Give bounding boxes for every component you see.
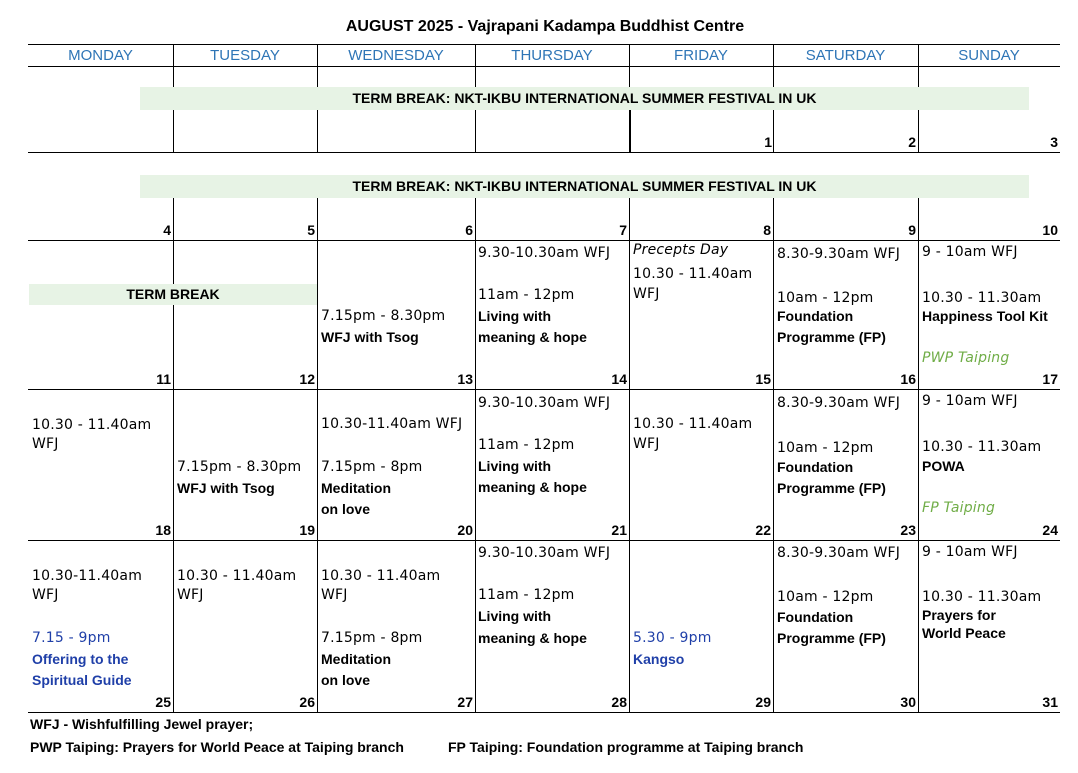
date-number: 14 [611,371,627,387]
week-divider [28,540,1060,541]
header-monday: MONDAY [68,47,133,64]
column-divider [173,66,174,87]
header-wednesday: WEDNESDAY [348,47,444,64]
date-number: 21 [611,522,627,538]
event-time: 10.30 - 11.30am [922,439,1042,455]
term-break-banner: TERM BREAK [29,284,317,305]
special-day: Precepts Day [633,242,729,258]
date-number: 16 [900,371,916,387]
column-divider [773,44,774,66]
wfj-session: WFJ [32,587,59,603]
wfj-session: 8.30-9.30am WFJ [777,395,901,411]
legend-fp: FP Taiping: Foundation programme at Taiping branch [448,739,804,755]
event-title: Spiritual Guide [32,672,132,688]
event-title: Meditation [321,651,391,667]
event-title: Meditation [321,480,391,496]
column-divider [475,389,476,712]
date-number: 29 [755,694,771,710]
date-number: 13 [457,371,473,387]
column-divider [173,198,174,240]
date-number: 6 [465,222,473,238]
date-number: 25 [155,694,171,710]
date-number: 17 [1042,371,1058,387]
column-divider [173,240,174,284]
event-title: Kangso [633,651,685,667]
column-divider [918,110,919,152]
date-number: 22 [755,522,771,538]
header-sunday: SUNDAY [958,47,1020,64]
event-title: Programme (FP) [777,329,886,345]
date-number: 8 [763,222,771,238]
legend-wfj: WFJ - Wishfulfilling Jewel prayer; [30,716,254,732]
event-time: 7.15pm - 8.30pm [321,308,446,324]
term-break-banner: TERM BREAK: NKT-IKBU INTERNATIONAL SUMMER FESTIVAL IN UK [140,175,1029,198]
column-divider [629,44,630,66]
date-number: 1 [764,134,772,150]
column-divider [317,389,318,712]
header-tuesday: TUESDAY [210,47,280,64]
date-number: 31 [1042,694,1058,710]
event-title: meaning & hope [478,479,587,495]
event-title: Programme (FP) [777,480,886,496]
date-number: 3 [1050,134,1058,150]
calendar-title: AUGUST 2025 - Vajrapani Kadampa Buddhist Centre [345,18,745,35]
date-number: 11 [156,371,171,387]
event-time: 10am - 12pm [777,589,874,605]
week-divider [28,712,1060,713]
column-divider [173,44,174,66]
column-divider [629,66,630,87]
date-number: 7 [619,222,627,238]
column-divider [629,198,630,240]
date-number: 28 [611,694,627,710]
date-number: 20 [457,522,473,538]
column-divider [918,389,919,712]
column-divider [773,198,774,240]
event-title: WFJ with Tsog [321,329,419,345]
column-divider [173,305,174,389]
event-time: 11am - 12pm [478,287,575,303]
week-divider [28,389,1060,390]
column-divider [475,198,476,240]
event-time: 10.30-11.40am [32,568,143,584]
column-divider [317,66,318,87]
event-time: 10.30 - 11.40am [633,266,753,282]
legend-pwp: PWP Taiping: Prayers for World Peace at Taiping branch [30,739,404,755]
wfj-session: 9 - 10am WFJ [922,393,1018,409]
event-title: Living with [478,608,552,624]
wfj-session: 9.30-10.30am WFJ [478,245,611,261]
event-title: meaning & hope [478,329,587,345]
event-time: 11am - 12pm [478,587,575,603]
week-divider [28,152,1060,153]
column-divider [317,198,318,240]
date-number: 27 [457,694,473,710]
date-number: 19 [299,522,315,538]
event-time: 10.30 - 11.40am [32,417,152,433]
column-divider [773,110,774,152]
event-title: POWA [922,458,965,474]
week-divider [28,240,1060,241]
wfj-session: 8.30-9.30am WFJ [777,246,901,262]
header-thursday: THURSDAY [511,47,593,64]
wfj-session: 9.30-10.30am WFJ [478,545,611,561]
event-time: 7.15pm - 8pm [321,630,423,646]
event-time: 10.30 - 11.30am [922,290,1042,306]
date-number: 18 [155,522,171,538]
event-time: 7.15pm - 8.30pm [177,459,302,475]
column-divider [317,110,318,152]
column-divider [629,389,630,712]
event-time: 10.30 - 11.40am [177,568,297,584]
date-number: 30 [900,694,916,710]
wfj-session: WFJ [321,587,348,603]
column-divider [629,240,630,389]
branch-event: PWP Taiping [922,350,1010,366]
date-number: 12 [299,371,315,387]
column-divider [317,44,318,66]
event-title: Prayers for [922,607,996,623]
date-number: 2 [908,134,916,150]
event-time: 10.30 - 11.40am [633,416,753,432]
header-friday: FRIDAY [674,47,728,64]
header-saturday: SATURDAY [805,47,886,64]
date-number: 24 [1042,522,1058,538]
wfj-session: 9 - 10am WFJ [922,244,1018,260]
column-divider [773,389,774,712]
column-divider [317,240,318,389]
column-divider [629,110,631,152]
event-time: 10am - 12pm [777,440,874,456]
wfj-session: WFJ [32,436,59,452]
event-time: 11am - 12pm [478,437,575,453]
event-title: on love [321,672,371,688]
column-divider [173,110,174,152]
date-number: 10 [1042,222,1058,238]
branch-event: FP Taiping [922,500,996,516]
event-title: Offering to the [32,651,129,667]
date-number: 15 [755,371,771,387]
date-number: 26 [299,694,315,710]
event-title: Living with [478,308,552,324]
wfj-session: 8.30-9.30am WFJ [777,545,901,561]
column-divider [773,66,774,87]
column-divider [918,44,919,66]
column-divider [918,240,919,389]
column-divider [475,240,476,389]
event-time: 10.30 - 11.40am [321,568,441,584]
event-title: Programme (FP) [777,630,886,646]
date-number: 4 [163,222,171,238]
wfj-session: 9.30-10.30am WFJ [478,395,611,411]
wfj-session: WFJ [177,587,204,603]
event-title: Foundation [777,609,854,625]
wfj-session: 10.30-11.40am WFJ [321,416,463,432]
wfj-session: 9 - 10am WFJ [922,544,1018,560]
column-divider [475,110,476,152]
event-time: 10.30 - 11.30am [922,589,1042,605]
event-title: Happiness Tool Kit [922,308,1048,324]
event-time: 7.15 - 9pm [32,630,111,646]
event-title: meaning & hope [478,630,587,646]
date-number: 9 [908,222,916,238]
event-time: 5.30 - 9pm [633,630,712,646]
term-break-banner: TERM BREAK: NKT-IKBU INTERNATIONAL SUMMER FESTIVAL IN UK [140,87,1029,110]
column-divider [918,66,919,87]
date-number: 5 [307,222,315,238]
wfj-session: WFJ [633,286,660,302]
event-title: WFJ with Tsog [177,480,275,496]
event-title: Foundation [777,308,854,324]
wfj-session: WFJ [633,436,660,452]
event-time: 10am - 12pm [777,290,874,306]
column-divider [475,44,476,66]
event-title: Living with [478,458,552,474]
column-divider [475,66,476,87]
column-divider [773,240,774,389]
weekday-header [28,44,1060,67]
column-divider [918,198,919,240]
event-title: Foundation [777,459,854,475]
event-title: World Peace [922,625,1006,641]
event-title: on love [321,501,371,517]
event-time: 7.15pm - 8pm [321,459,423,475]
column-divider [173,389,174,712]
date-number: 23 [900,522,916,538]
